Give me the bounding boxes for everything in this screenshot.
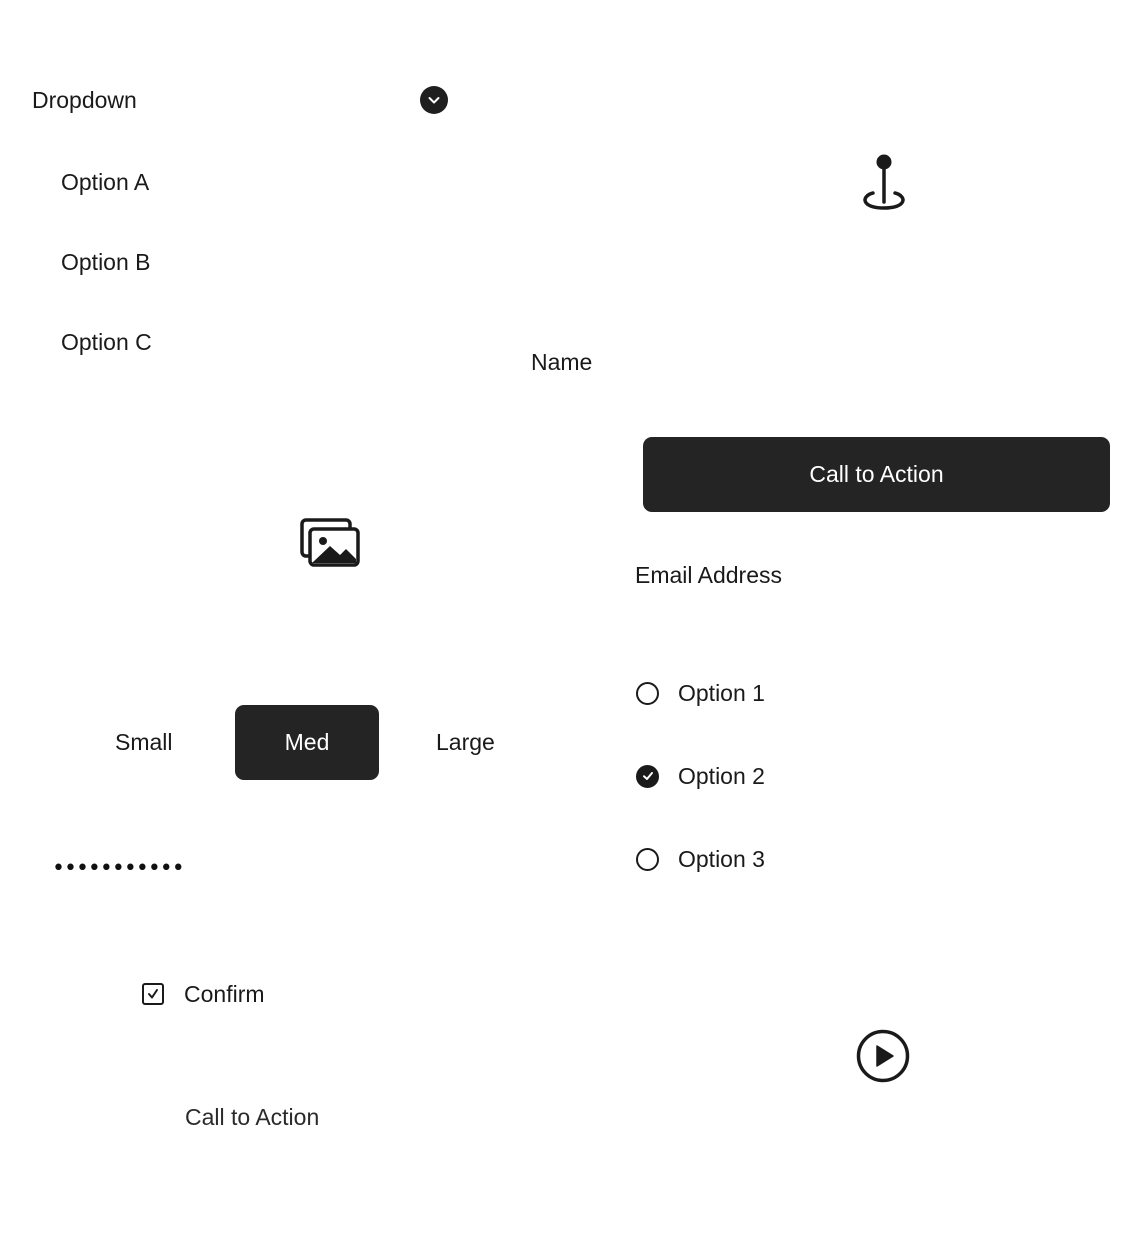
radio-option-label: Option 1: [678, 679, 765, 706]
radio-option-2[interactable]: [636, 761, 765, 791]
size-option-large[interactable]: Large: [436, 729, 495, 755]
check-icon: [142, 983, 164, 1005]
name-field-label: Name: [531, 349, 593, 375]
dropdown-option-c[interactable]: Option C: [61, 329, 152, 355]
size-option-med[interactable]: Med: [235, 705, 379, 780]
radio-option-label: Option 2: [678, 762, 765, 789]
dropdown-header[interactable]: [32, 86, 452, 116]
map-pin-icon: [856, 150, 912, 214]
password-field[interactable]: [52, 855, 192, 883]
email-field-label: Email Address: [635, 562, 783, 588]
password-value: •••••••••••: [52, 856, 184, 881]
dropdown-title: Dropdown: [32, 87, 137, 113]
radio-option-3[interactable]: [636, 844, 765, 874]
dropdown-option-b[interactable]: Option B: [61, 249, 151, 275]
play-icon[interactable]: [856, 1029, 910, 1083]
confirm-label: Confirm: [184, 980, 265, 1007]
secondary-cta-link[interactable]: Call to Action: [185, 1104, 320, 1130]
radio-option-1[interactable]: [636, 678, 765, 708]
radio-unchecked-icon: [636, 848, 659, 871]
confirm-checkbox[interactable]: [142, 980, 265, 1008]
chevron-down-icon[interactable]: [420, 86, 448, 114]
radio-unchecked-icon: [636, 682, 659, 705]
radio-checked-icon: [636, 765, 659, 788]
radio-option-label: Option 3: [678, 845, 765, 872]
primary-cta-button[interactable]: Call to Action: [643, 437, 1110, 512]
dropdown-option-a[interactable]: Option A: [61, 169, 150, 195]
image-gallery-icon: [300, 518, 362, 568]
size-option-small[interactable]: Small: [115, 729, 173, 755]
